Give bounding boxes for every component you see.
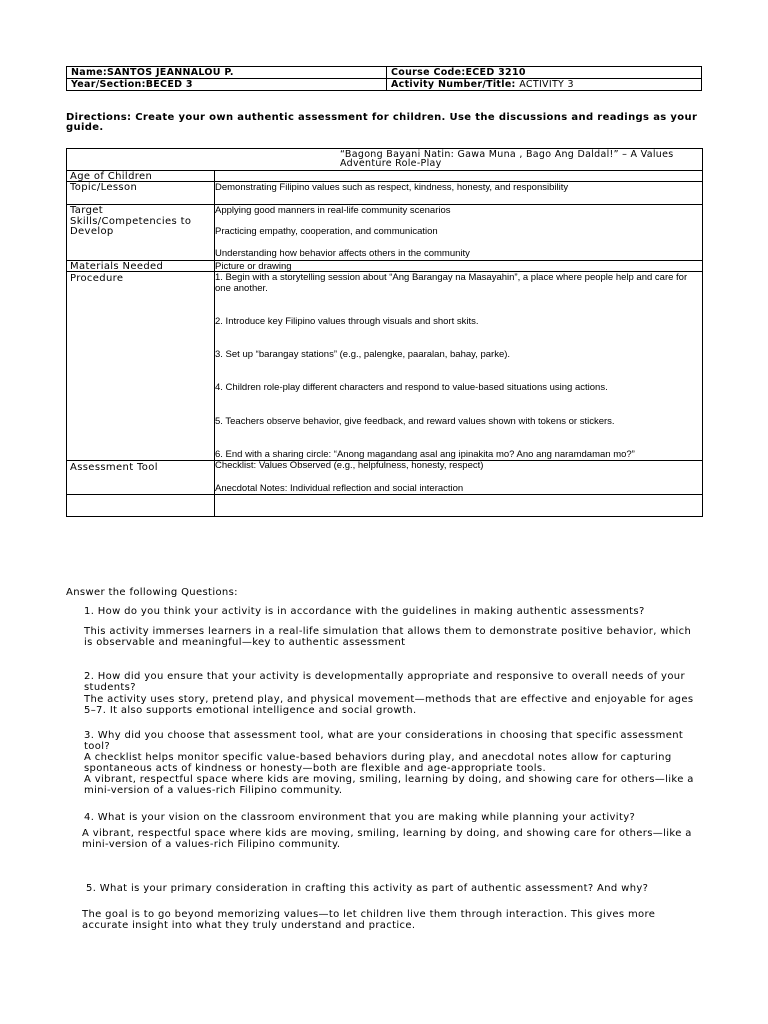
year-value: BECED 3 — [145, 79, 193, 90]
questions-intro: Answer the following Questions: — [66, 587, 238, 598]
skill-item: Applying good manners in real-life community scenarios — [215, 205, 451, 216]
topic-label: Topic/Lesson — [70, 182, 138, 193]
answer-text — [82, 829, 694, 850]
activity-cell — [387, 79, 702, 91]
topic-value: Demonstrating Filipino values such as respect, kindness, honesty, and responsibility — [215, 182, 569, 193]
question-text: 4. What is your vision on the classroom environment that you are making while planning your activity? — [84, 812, 636, 823]
answer-text: A checklist helps monitor specific value-based behaviors during play, and anecdotal notes allow for capturing spontaneous acts of kindness or honesty—both are flexible and age-appropriate tools. — [84, 752, 672, 774]
procedure-step: 2. Introduce key Filipino values through visuals and short skits. — [215, 316, 479, 327]
directions-text: Directions: Create your own authentic assessment for children. Use the discussions and readings as your guide. — [66, 112, 698, 133]
question-text: 2. How did you ensure that your activity is developmentally appropriate and responsive to overall needs of your students? — [84, 671, 685, 693]
procedure-step: 5. Teachers observe behavior, give feedback, and reward values shown with tokens or stickers. — [215, 416, 615, 427]
activity-value: ACTIVITY 3 — [519, 79, 574, 90]
year-label: Year/Section: — [71, 79, 146, 90]
answer-text-content: A vibrant, respectful space where kids are moving, smiling, learning by doing, and showing care for others—like a mini-version of a values-rich Filipino community. — [82, 828, 692, 850]
year-cell — [67, 79, 387, 91]
activity-title: “Bagong Bayani Natin: Gawa Muna , Bago Ang Daldal!” – A Values Adventure Role-Play — [340, 149, 674, 169]
procedure-step: 4. Children role-play different characters and respond to value-based situations using actions. — [215, 382, 608, 393]
question-text: 5. What is your primary consideration in crafting this activity as part of authentic assessment? And why? — [86, 883, 649, 894]
skills-label: Target Skills/Competencies to Develop — [70, 205, 192, 237]
answer-text: This activity immerses learners in a real-life simulation that allows them to demonstrate positive behavior, which is observable and meaningful—key to authentic assessment — [84, 626, 692, 648]
procedure-label: Procedure — [70, 273, 124, 284]
skill-item: Understanding how behavior affects others in the community — [215, 248, 470, 259]
materials-value: Picture or drawing — [215, 261, 292, 272]
course-label: Course Code: — [391, 67, 466, 78]
student-info-table — [66, 66, 702, 91]
skill-item: Practicing empathy, cooperation, and communication — [215, 226, 438, 237]
age-label: Age of Children — [70, 171, 153, 182]
course-cell — [387, 67, 702, 79]
procedure-step: 3. Set up “barangay stations” (e.g., palengke, paaralan, bahay, parke). — [215, 349, 511, 360]
procedure-step: 6. End with a sharing circle: “Anong magandang asal ang ipinakita mo? Ano ang naramdaman mo?” — [215, 449, 635, 460]
question-text: 3. Why did you choose that assessment tool, what are your considerations in choosing that specific assessment tool? — [84, 730, 684, 752]
answer-text: A vibrant, respectful space where kids are moving, smiling, learning by doing, and showing care for others—like a mini-version of a values-rich Filipino community. — [84, 774, 694, 796]
answer-text: The goal is to go beyond memorizing values—to let children live them through interaction. This gives more accurate insight into what they truly understand and practice. — [82, 909, 656, 931]
name-cell — [67, 67, 387, 79]
assessment-label: Assessment Tool — [70, 462, 158, 473]
assessment-item: Anecdotal Notes: Individual reflection and social interaction — [215, 483, 464, 494]
materials-label: Materials Needed — [70, 261, 164, 272]
assessment-item: Checklist: Values Observed (e.g., helpfulness, honesty, respect) — [215, 460, 484, 471]
procedure-step: 1. Begin with a storytelling session about “Ang Barangay na Masayahin”, a place where people help and care for one another. — [215, 272, 688, 294]
name-label: Name: — [71, 67, 108, 78]
name-value: SANTOS JEANNALOU P. — [107, 67, 234, 78]
activity-label: Activity Number/Title: — [391, 79, 520, 90]
question-text: 1. How do you think your activity is in accordance with the guidelines in making authentic assessments? — [84, 606, 645, 617]
course-value: ECED 3210 — [465, 67, 526, 78]
answer-text: The activity uses story, pretend play, and physical movement—methods that are effective and enjoyable for ages 5–7. It also supports emotional intelligence and social growth. — [84, 694, 694, 716]
